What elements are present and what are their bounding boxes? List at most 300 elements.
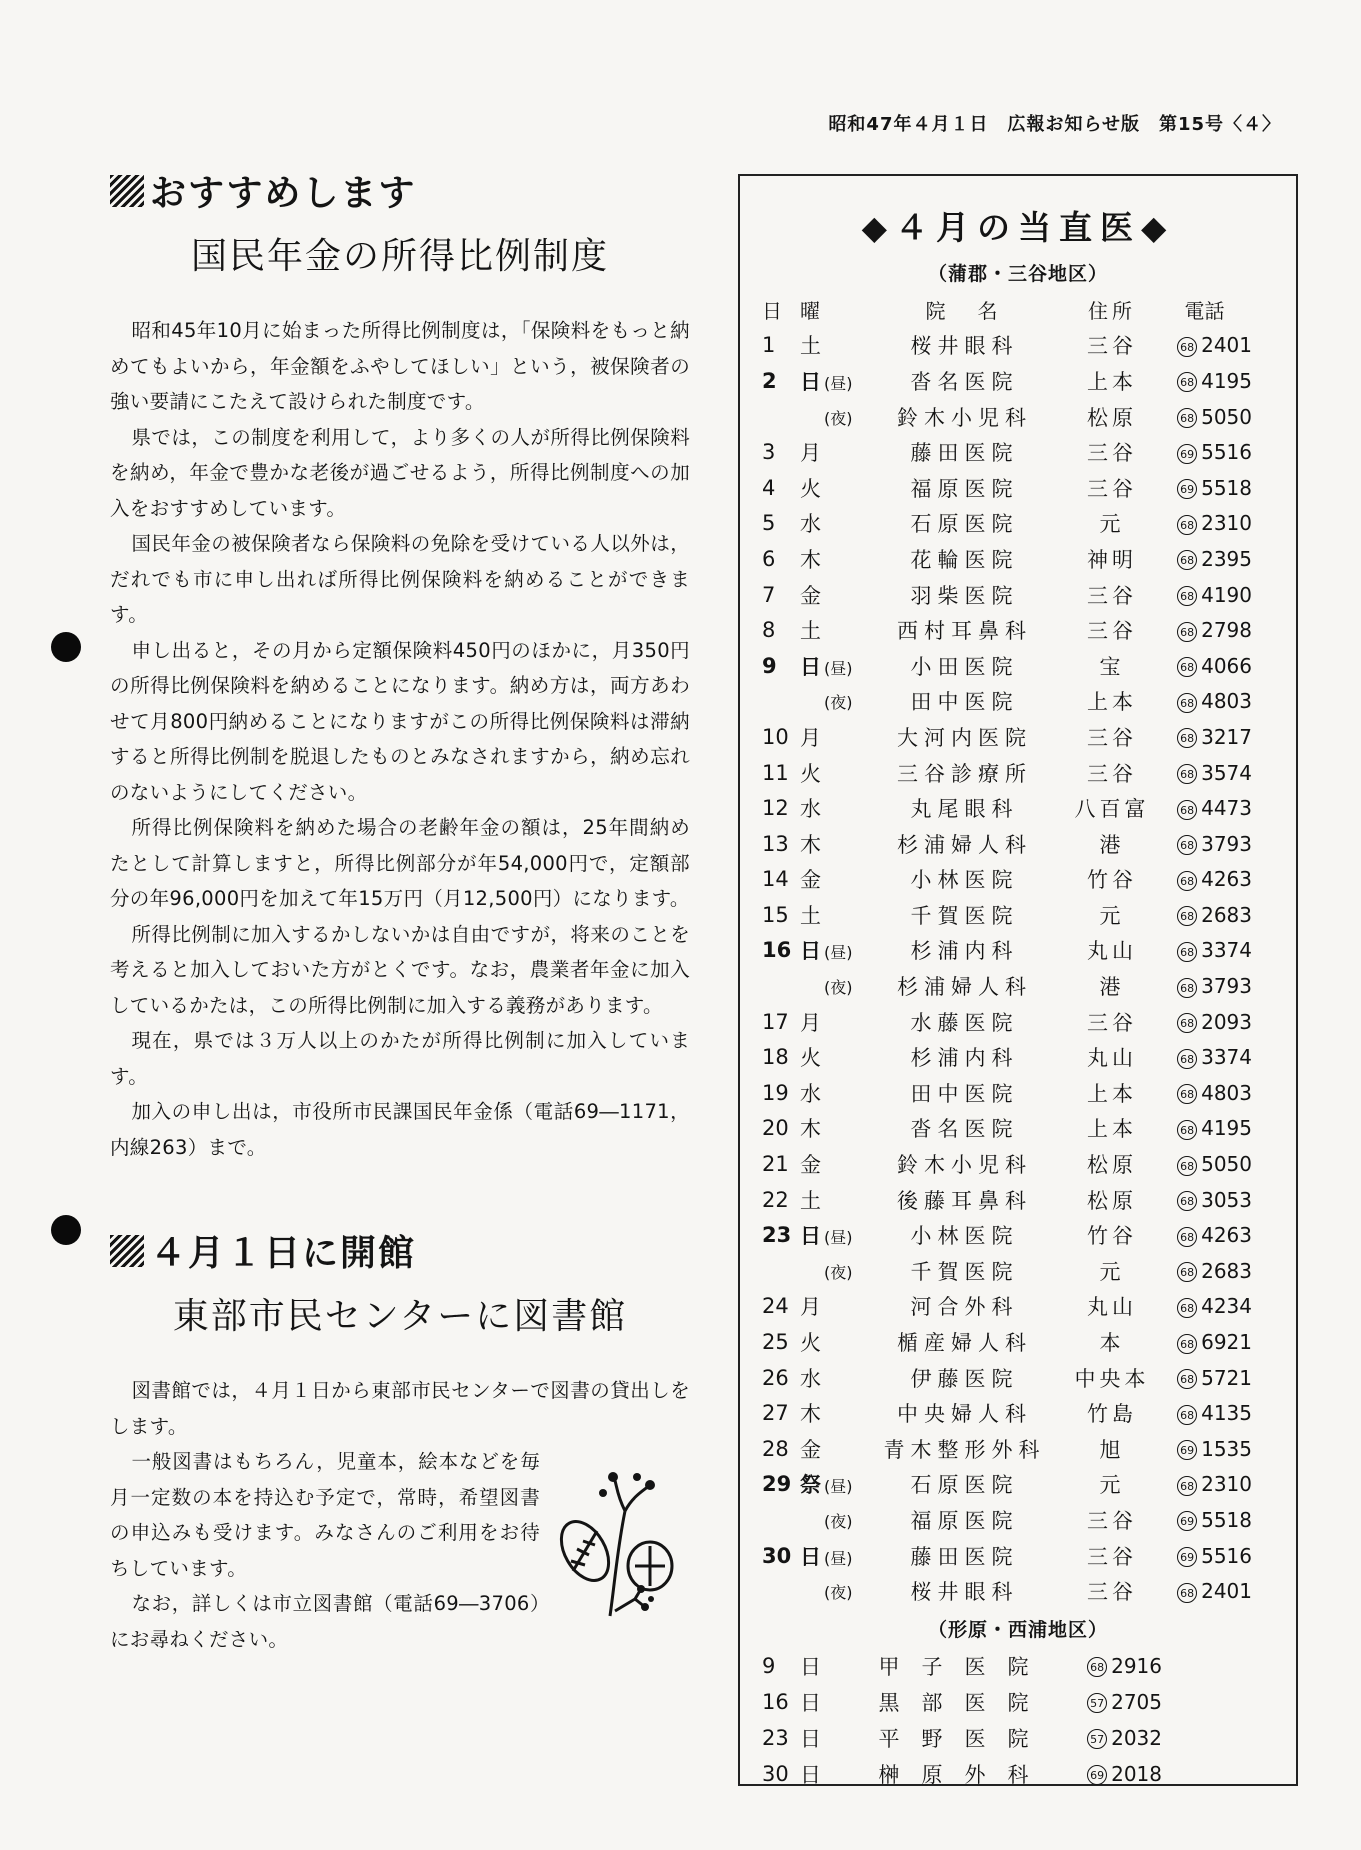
clinic-name: 小林医院	[910, 868, 1019, 893]
day-cell: 19	[762, 1080, 789, 1105]
col-weekday: 曜	[800, 299, 820, 324]
exchange-code: 68	[1177, 1583, 1197, 1603]
exchange-code: 69	[1177, 479, 1197, 499]
day-cell	[762, 968, 800, 1004]
tel-number: 5516	[1201, 1543, 1252, 1568]
table-row	[762, 862, 1252, 898]
tel-cell	[1157, 1289, 1252, 1325]
clinic-address: 三谷	[1087, 583, 1137, 608]
clinic-name: 中央婦人科	[897, 1402, 1032, 1427]
clinic-name: 千賀医院	[910, 903, 1019, 928]
table-row	[762, 577, 1252, 613]
weekday: 日	[800, 1690, 821, 1715]
tel-number: 3217	[1201, 724, 1252, 749]
weekday: 日	[800, 939, 821, 964]
weekday: 水	[800, 797, 821, 822]
tel-number: 1535	[1201, 1436, 1252, 1461]
table-row	[762, 612, 1252, 648]
tel-number: 4263	[1201, 1223, 1252, 1248]
weekday: 土	[800, 1188, 821, 1213]
duty-title: ◆４月の当直医◆	[861, 208, 1175, 247]
binder-hole	[51, 632, 81, 662]
clinic-name: 藤田医院	[910, 441, 1019, 466]
tel-cell	[1157, 506, 1252, 542]
clinic-name: 西村耳鼻科	[897, 619, 1032, 644]
exchange-code: 68	[1177, 1156, 1197, 1176]
clinic-name: 三谷診療所	[897, 761, 1032, 786]
table-row	[762, 1324, 1252, 1360]
clinic-address: 竹谷	[1087, 868, 1137, 893]
tel-number: 2798	[1201, 618, 1252, 643]
clinic-name: 丸尾眼科	[910, 797, 1019, 822]
clinic-address: 港	[1099, 832, 1125, 857]
tel-number: 4473	[1201, 796, 1252, 821]
pension-paragraph: 加入の申し出は，市役所市民課国民年金係（電話69―1171，内線263）まで。	[110, 1100, 690, 1159]
exchange-code: 68	[1177, 1476, 1197, 1496]
weekday-cell	[800, 1004, 862, 1040]
clinic-name: 藤田医院	[910, 1544, 1019, 1569]
binder-hole	[51, 1215, 81, 1245]
weekday: 祭	[800, 1473, 821, 1498]
pension-article	[110, 165, 690, 1165]
weekday: 土	[800, 903, 821, 928]
shift-label: (昼)	[824, 1477, 853, 1497]
exchange-code: 69	[1177, 1511, 1197, 1531]
day-cell: 24	[762, 1294, 789, 1319]
clinic-name: 榊原外科	[878, 1762, 1051, 1787]
tel-number: 5518	[1201, 1507, 1252, 1532]
library-heading	[110, 1225, 690, 1276]
clinic-address: 元	[1099, 903, 1125, 928]
tel-cell	[1157, 1467, 1252, 1503]
weekday: 日	[800, 1654, 821, 1679]
tel-number: 5050	[1201, 404, 1252, 429]
col-address: 住所	[1088, 299, 1136, 324]
tel-number: 3793	[1201, 831, 1252, 856]
tel-number: 2310	[1201, 1472, 1252, 1497]
exchange-code: 68	[1177, 372, 1197, 392]
weekday: 火	[800, 1331, 821, 1356]
exchange-code: 68	[1177, 622, 1197, 642]
exchange-code: 68	[1177, 1369, 1197, 1389]
weekday-cell	[800, 1573, 862, 1609]
tel-number: 2683	[1201, 902, 1252, 927]
weekday-cell	[800, 755, 862, 791]
weekday-cell	[800, 1431, 862, 1467]
clinic-address: 上本	[1087, 1081, 1137, 1106]
shift-label: (昼)	[824, 658, 853, 678]
pension-paragraph: 所得比例制に加入するかしないかは自由ですが，将来のことを考えると加入しておいた方がとくです。なお，農業者年金に加入しているかたは，この所得比例制に加入する義務があります。	[110, 922, 690, 1017]
tel-number: 4803	[1201, 1080, 1252, 1105]
day-cell: 12	[762, 796, 789, 821]
table-row	[762, 790, 1252, 826]
tel-number: 3374	[1201, 938, 1252, 963]
weekday-cell	[800, 434, 862, 470]
tel-number: 2401	[1201, 333, 1252, 358]
library-title: 東部市民センターに図書館	[172, 1296, 628, 1337]
exchange-code: 68	[1177, 1405, 1197, 1425]
clinic-address: 元	[1099, 1473, 1125, 1498]
day-cell: 10	[762, 724, 789, 749]
table-row	[762, 968, 1252, 1004]
weekday-cell	[800, 1075, 862, 1111]
day-cell: 4	[762, 475, 776, 500]
exchange-code: 68	[1177, 657, 1197, 677]
day-cell: 5	[762, 511, 776, 536]
weekday-cell	[800, 1395, 862, 1431]
day-cell: 25	[762, 1330, 789, 1355]
day-cell: 13	[762, 831, 789, 856]
clinic-address: 松原	[1087, 405, 1137, 430]
tel-cell	[1157, 1039, 1252, 1075]
clinic-name: 杉浦内科	[910, 939, 1019, 964]
clinic-name: 小田医院	[910, 654, 1019, 679]
tel-cell	[1157, 1502, 1252, 1538]
exchange-code: 68	[1177, 550, 1197, 570]
pension-paragraph: 県では，この制度を利用して，より多くの人が所得比例保険料を納め，年金で豊かな老後が過ごせるよう，所得比例制度への加入をおすすめしています。	[110, 425, 690, 520]
shift-label: (夜)	[824, 693, 853, 713]
table-row	[762, 1289, 1252, 1325]
day-cell: 14	[762, 867, 789, 892]
day-cell: 6	[762, 546, 776, 571]
weekday: 火	[800, 761, 821, 786]
shift-label: (昼)	[824, 1228, 853, 1248]
exchange-code: 57	[1087, 1729, 1107, 1749]
shift-label: (昼)	[824, 373, 853, 393]
exchange-code: 69	[1177, 1440, 1197, 1460]
day-cell	[762, 1253, 800, 1289]
clinic-name: 伊藤医院	[910, 1366, 1019, 1391]
weekday-cell	[800, 826, 862, 862]
duty-rows	[762, 1648, 1162, 1792]
exchange-code: 68	[1177, 693, 1197, 713]
tel-cell	[1157, 1075, 1252, 1111]
clinic-name: 石原医院	[910, 512, 1019, 537]
weekday: 木	[800, 547, 821, 572]
clinic-name: 福原医院	[910, 1508, 1019, 1533]
exchange-code: 68	[1177, 1298, 1197, 1318]
tel-number: 6921	[1201, 1330, 1252, 1355]
tel-cell	[1157, 1111, 1252, 1147]
clinic-name: 沓名医院	[910, 1117, 1019, 1142]
day-cell: 17	[762, 1009, 789, 1034]
weekday: 木	[800, 1402, 821, 1427]
clinic-address: 三谷	[1087, 441, 1137, 466]
table-row	[762, 1182, 1252, 1218]
day-cell: 26	[762, 1365, 789, 1390]
weekday-cell	[800, 363, 862, 399]
table-row	[762, 1467, 1252, 1503]
pension-paragraph: 所得比例保険料を納めた場合の老齢年金の額は，25年間納めたとして計算しますと，所得比例部分が年54,000円で，定額部分の年96,000円を加えて年15万円（月12,500円）になります。	[110, 816, 690, 910]
tel-cell	[1157, 1182, 1252, 1218]
shift-label: (夜)	[824, 1262, 853, 1282]
exchange-code: 68	[1177, 1120, 1197, 1140]
table-row	[762, 826, 1252, 862]
exchange-code: 68	[1177, 1262, 1197, 1282]
tel-number: 2705	[1111, 1689, 1162, 1714]
table-row	[762, 1648, 1162, 1684]
tel-cell	[1157, 1431, 1252, 1467]
table-row	[762, 1720, 1162, 1756]
tel-number: 4263	[1201, 867, 1252, 892]
clinic-address: 三谷	[1087, 1010, 1137, 1035]
tel-number: 2683	[1201, 1258, 1252, 1283]
area-label: （蒲郡・三谷地区）	[927, 263, 1108, 285]
tel-cell	[1157, 1324, 1252, 1360]
table-row	[762, 1111, 1252, 1147]
exchange-code: 68	[1177, 337, 1197, 357]
weekday: 日	[800, 1762, 821, 1787]
tel-cell	[1157, 933, 1252, 969]
tel-cell	[1157, 684, 1252, 720]
weekday-cell	[800, 968, 862, 1004]
tel-cell	[1157, 648, 1252, 684]
tel-number: 5516	[1201, 440, 1252, 465]
table-row	[762, 684, 1252, 720]
clinic-address: 竹島	[1087, 1402, 1137, 1427]
day-cell	[762, 1573, 800, 1609]
weekday-cell	[800, 1111, 862, 1147]
tel-number: 3374	[1201, 1045, 1252, 1070]
tel-cell	[1157, 790, 1252, 826]
weekday-cell	[800, 684, 862, 720]
day-cell: 30	[762, 1761, 789, 1786]
table-row	[762, 363, 1252, 399]
shift-label: (夜)	[824, 1511, 853, 1531]
clinic-name: 平野医院	[878, 1726, 1051, 1751]
clinic-name: 小林医院	[910, 1224, 1019, 1249]
clinic-address: 三谷	[1087, 334, 1137, 359]
exchange-code: 68	[1177, 942, 1197, 962]
shift-label: (夜)	[824, 978, 853, 998]
tel-number: 2093	[1201, 1009, 1252, 1034]
day-cell: 21	[762, 1152, 789, 1177]
day-cell: 22	[762, 1187, 789, 1212]
exchange-code: 68	[1177, 871, 1197, 891]
weekday-cell	[800, 399, 862, 435]
exchange-code: 68	[1177, 906, 1197, 926]
weekday-cell	[800, 790, 862, 826]
weekday: 月	[800, 725, 821, 750]
weekday: 金	[800, 1153, 821, 1178]
day-cell: 3	[762, 440, 776, 465]
tel-number: 5721	[1201, 1365, 1252, 1390]
clinic-name: 杉浦婦人科	[897, 832, 1032, 857]
clinic-name: 鈴木小児科	[897, 1153, 1032, 1178]
tel-cell	[1157, 1253, 1252, 1289]
weekday: 金	[800, 868, 821, 893]
clinic-name: 花輪医院	[910, 547, 1019, 572]
exchange-code: 68	[1177, 1334, 1197, 1354]
clinic-address: 丸山	[1087, 1046, 1137, 1071]
table-row	[762, 399, 1252, 435]
tel-number: 2032	[1111, 1725, 1162, 1750]
shift-label: (夜)	[824, 1583, 853, 1603]
weekday: 金	[800, 583, 821, 608]
weekday: 金	[800, 1437, 821, 1462]
tel-cell	[1157, 1360, 1252, 1396]
table-row	[762, 1253, 1252, 1289]
tel-number: 4234	[1201, 1294, 1252, 1319]
weekday-cell	[800, 1182, 862, 1218]
exchange-code: 68	[1177, 1191, 1197, 1211]
pension-title: 国民年金の所得比例制度	[190, 236, 609, 277]
shift-label: (昼)	[824, 943, 853, 963]
weekday: 日	[800, 1224, 821, 1249]
clinic-address: 神明	[1087, 547, 1137, 572]
weekday: 水	[800, 512, 821, 537]
day-cell: 16	[762, 1689, 789, 1714]
tel-cell	[1157, 470, 1252, 506]
exchange-code: 69	[1177, 1547, 1197, 1567]
exchange-code: 69	[1087, 1765, 1107, 1785]
table-row	[762, 1004, 1252, 1040]
pension-paragraph: 国民年金の被保険者なら保険料の免除を受けている人以外は，だれでも市に申し出れば所得比例保険料を納めることができます。	[110, 532, 690, 626]
weekday: 水	[800, 1366, 821, 1391]
exchange-code: 69	[1177, 444, 1197, 464]
weekday: 木	[800, 1117, 821, 1142]
tel-cell	[1067, 1756, 1162, 1792]
library-body	[110, 1373, 690, 1657]
tel-cell	[1157, 1004, 1252, 1040]
day-cell: 9	[762, 1653, 776, 1678]
table-row	[762, 1360, 1252, 1396]
duty-doctor-box	[738, 174, 1298, 1786]
day-cell: 23	[762, 1223, 792, 1248]
table-row	[762, 1684, 1162, 1720]
tel-number: 4195	[1201, 368, 1252, 393]
exchange-code: 68	[1177, 728, 1197, 748]
weekday-cell	[800, 1648, 862, 1684]
clinic-address: 竹谷	[1087, 1224, 1137, 1249]
table-row	[762, 1395, 1252, 1431]
exchange-code: 68	[1177, 1084, 1197, 1104]
area-label: （形原・西浦地区）	[927, 1618, 1108, 1641]
clinic-name: 河合外科	[910, 1295, 1019, 1320]
weekday: 土	[800, 334, 821, 359]
tel-cell	[1157, 826, 1252, 862]
clinic-address: 三谷	[1087, 725, 1137, 750]
weekday-cell	[800, 897, 862, 933]
day-cell	[762, 684, 800, 720]
exchange-code: 68	[1087, 1657, 1107, 1677]
exchange-code: 68	[1177, 978, 1197, 998]
table-row	[762, 1538, 1252, 1574]
weekday: 日	[800, 369, 821, 394]
pension-paragraph: 現在，県では３万人以上のかたが所得比例制に加入しています。	[110, 1029, 690, 1088]
tel-cell	[1157, 968, 1252, 1004]
table-row	[762, 1431, 1252, 1467]
page-header: 昭和47年４月１日 広報お知らせ版 第15号〈４〉	[828, 114, 1281, 135]
table-row	[762, 1075, 1252, 1111]
tel-cell	[1157, 719, 1252, 755]
clinic-name: 黒部医院	[878, 1690, 1051, 1715]
tel-number: 2916	[1111, 1653, 1162, 1678]
clinic-address: 宝	[1099, 654, 1125, 679]
clinic-name: 楯産婦人科	[897, 1331, 1032, 1356]
day-cell: 18	[762, 1045, 789, 1070]
day-cell: 15	[762, 902, 789, 927]
day-cell: 20	[762, 1116, 789, 1141]
exchange-code: 68	[1177, 764, 1197, 784]
tel-cell	[1067, 1648, 1162, 1684]
tel-cell	[1157, 1217, 1252, 1253]
day-cell: 16	[762, 938, 792, 963]
table-row	[762, 933, 1252, 969]
weekday-cell	[800, 933, 862, 969]
table-row	[762, 1756, 1162, 1792]
tel-number: 4190	[1201, 582, 1252, 607]
clinic-address: 上本	[1087, 1117, 1137, 1142]
plant-illustration-icon	[555, 1471, 685, 1621]
clinic-address: 三谷	[1087, 1544, 1137, 1569]
tel-cell	[1157, 577, 1252, 613]
pension-paragraph: 昭和45年10月に始まった所得比例制度は，「保険料をもっと納めてもよいから，年金額をふやしてほしい」という，被保険者の強い要請にこたえて設けられた制度です。	[110, 319, 690, 413]
weekday-cell	[800, 1039, 862, 1075]
weekday-cell	[800, 506, 862, 542]
duty-table-gamagori	[762, 292, 1252, 1609]
table-row	[762, 1146, 1252, 1182]
day-cell	[762, 399, 800, 435]
clinic-address: 上本	[1087, 369, 1137, 394]
weekday-cell	[800, 1720, 862, 1756]
clinic-address: 丸山	[1087, 939, 1137, 964]
weekday: 日	[800, 1726, 821, 1751]
tel-number: 2401	[1201, 1579, 1252, 1604]
day-cell: 9	[762, 653, 777, 678]
clinic-address: 元	[1099, 1259, 1125, 1284]
weekday-cell	[800, 1289, 862, 1325]
clinic-name: 後藤耳鼻科	[897, 1188, 1032, 1213]
library-paragraph: 図書館では，４月１日から東部市民センターで図書の貸出しをします。	[110, 1379, 690, 1438]
day-cell: 2	[762, 368, 777, 393]
tel-cell	[1157, 1538, 1252, 1574]
clinic-name: 杉浦婦人科	[897, 975, 1032, 1000]
exchange-code: 68	[1177, 586, 1197, 606]
clinic-address: 元	[1099, 512, 1125, 537]
exchange-code: 68	[1177, 515, 1197, 535]
tel-cell	[1157, 1146, 1252, 1182]
tel-cell	[1157, 1395, 1252, 1431]
tel-cell	[1157, 363, 1252, 399]
pension-paragraph: 申し出ると，その月から定額保険料450円のほかに，月350円の所得比例保険料を納めることになります。納め方は，両方あわせて月800円納めることになりますがこの所得比例保険料は滞納すると所得比例制を脱退したものとみなされますから，納め忘れのないようにしてください。	[110, 638, 690, 804]
duty-rows	[762, 328, 1252, 1609]
duty-table-katahara	[762, 1648, 1162, 1792]
exchange-code: 68	[1177, 800, 1197, 820]
exchange-code: 68	[1177, 1227, 1197, 1247]
weekday: 土	[800, 619, 821, 644]
day-cell	[762, 1502, 800, 1538]
table-row	[762, 755, 1252, 791]
day-cell: 28	[762, 1436, 789, 1461]
clinic-name: 桜井眼科	[910, 1580, 1019, 1605]
weekday-cell	[800, 1146, 862, 1182]
weekday-cell	[800, 1217, 862, 1253]
clinic-name: 田中医院	[910, 690, 1019, 715]
tel-number: 3793	[1201, 974, 1252, 999]
weekday-cell	[800, 470, 862, 506]
exchange-code: 68	[1177, 408, 1197, 428]
clinic-name: 沓名医院	[910, 369, 1019, 394]
weekday: 木	[800, 832, 821, 857]
weekday-cell	[800, 1467, 862, 1503]
left-column	[110, 165, 690, 1657]
table-row	[762, 434, 1252, 470]
tel-cell	[1157, 541, 1252, 577]
col-name: 院 名	[925, 299, 1004, 324]
pension-heading-text: おすすめします	[150, 172, 417, 214]
tel-cell	[1157, 862, 1252, 898]
